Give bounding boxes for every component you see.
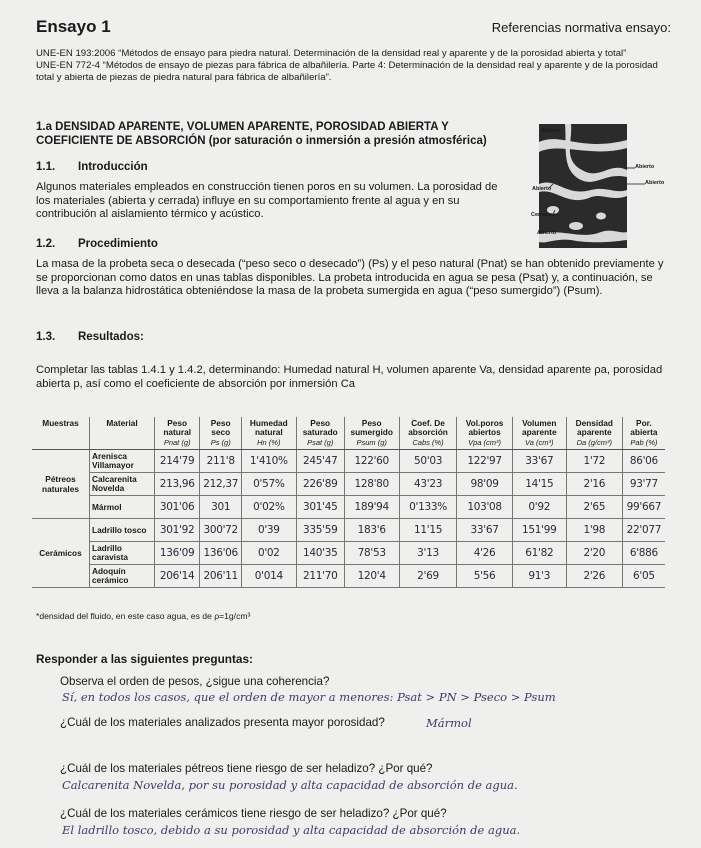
col-header: Peso saturado Psat (g) (296, 417, 344, 450)
value-cell: 98'09 (457, 473, 512, 496)
value-cell: 86'06 (622, 450, 665, 473)
col-header: Vol.poros abiertos Vpa (cm³) (457, 417, 512, 450)
material-name: Calcarenita Novelda (90, 473, 155, 496)
col-header: Peso sumergido Psum (g) (344, 417, 399, 450)
value-cell: 5'56 (457, 565, 512, 588)
table-row (32, 473, 665, 496)
value-cell: 22'077 (622, 519, 665, 542)
figure-label: Cerrados (531, 212, 556, 218)
question-2: ¿Cuál de los materiales analizados presenta mayor porosidad? (60, 716, 385, 729)
value-cell: 206'11 (200, 565, 242, 588)
value-cell: 91'3 (512, 565, 566, 588)
questions-heading: Responder a las siguientes preguntas: (36, 652, 253, 666)
results-table (32, 417, 665, 588)
col-header: Coef. De absorción Cabs (%) (399, 417, 457, 450)
value-cell: 1'72 (566, 450, 622, 473)
table-row (32, 519, 665, 542)
col-header: Humedad natural Hn (%) (242, 417, 297, 450)
value-cell: 140'35 (296, 542, 344, 565)
value-cell: 136'09 (155, 542, 200, 565)
value-cell: 301'06 (155, 496, 200, 519)
figure-label: Abierto (645, 180, 665, 186)
question-1: Observa el orden de pesos, ¿sigue una coherencia? (60, 675, 330, 688)
value-cell: 93'77 (622, 473, 665, 496)
subsection-1-1 (36, 161, 148, 173)
value-cell: 226'89 (296, 473, 344, 496)
value-cell: 6'05 (622, 565, 665, 588)
table-row (32, 496, 665, 519)
table-row (32, 542, 665, 565)
table-header-row (32, 417, 665, 450)
value-cell: 103'08 (457, 496, 512, 519)
value-cell: 206'14 (155, 565, 200, 588)
value-cell: 43'23 (399, 473, 457, 496)
value-cell: 335'59 (296, 519, 344, 542)
material-name: Ladrillo caravista (90, 542, 155, 565)
col-header: Material (90, 417, 155, 450)
group-label: Cerámicos (32, 519, 90, 588)
value-cell: 2'20 (566, 542, 622, 565)
value-cell: 183'6 (344, 519, 399, 542)
value-cell: 128'80 (344, 473, 399, 496)
value-cell: 211'70 (296, 565, 344, 588)
figure-label: Abierto (532, 186, 552, 192)
value-cell: 300'72 (200, 519, 242, 542)
col-header: Muestras (32, 417, 90, 450)
value-cell: 245'47 (296, 450, 344, 473)
answer-1: Sí, en todos los casos, que el orden de mayor a menores: Psat > PN > Pseco > Psum (62, 690, 556, 704)
refs-label: Referencias normativa ensayo: (491, 20, 671, 35)
value-cell: 6'886 (622, 542, 665, 565)
col-header: Peso seco Ps (g) (200, 417, 242, 450)
material-name: Mármol (90, 496, 155, 519)
answer-3: Calcarenita Novelda, por su porosidad y alta capacidad de absorción de agua. (62, 778, 518, 792)
subsection-1-3 (36, 331, 144, 343)
value-cell: 33'67 (457, 519, 512, 542)
value-cell: 1'98 (566, 519, 622, 542)
value-cell: 1'410% (242, 450, 297, 473)
subsection-title: Resultados: (78, 331, 144, 343)
table-row (32, 450, 665, 473)
subsection-title: Procedimiento (78, 238, 158, 250)
col-header: Volumen aparente Va (cm³) (512, 417, 566, 450)
value-cell: 2'26 (566, 565, 622, 588)
value-cell: 0'02% (242, 496, 297, 519)
material-name: Ladrillo tosco (90, 519, 155, 542)
value-cell: 33'67 (512, 450, 566, 473)
value-cell: 122'60 (344, 450, 399, 473)
value-cell: 0'92 (512, 496, 566, 519)
value-cell: 50'03 (399, 450, 457, 473)
norm-ref: UNE-EN 193:2006 “Métodos de ensayo para piedra natural. Determinación de la densidad real y aparente y de la porosidad abierta y total” (36, 48, 627, 59)
value-cell: 214'79 (155, 450, 200, 473)
value-cell: 78'53 (344, 542, 399, 565)
value-cell: 14'15 (512, 473, 566, 496)
value-cell: 4'26 (457, 542, 512, 565)
col-header: Por. abierta Pab (%) (622, 417, 665, 450)
norm-ref: UNE-EN 772-4 “Métodos de ensayo de piezas para fábrica de albañilería. Parte 4: Determinación de la densidad real y aparente y de la porosidad total y abierta de piezas de piedra natural para fábrica de albañilería”. (36, 60, 658, 84)
figure-label: Abierto (541, 128, 561, 134)
value-cell: 136'06 (200, 542, 242, 565)
value-cell: 122'97 (457, 450, 512, 473)
subsection-number: 1.2. (36, 238, 56, 250)
value-cell: 211'8 (200, 450, 242, 473)
table-footnote: *densidad del fluido, en este caso agua, es de ρ=1g/cm³ (36, 611, 251, 621)
value-cell: 301 (200, 496, 242, 519)
value-cell: 151'99 (512, 519, 566, 542)
norms-block (36, 48, 666, 85)
value-cell: 2'16 (566, 473, 622, 496)
figure-label: Abierto (537, 230, 557, 236)
value-cell: 212,37 (200, 473, 242, 496)
figure-label: Abierto (635, 164, 655, 170)
value-cell: 2'65 (566, 496, 622, 519)
subsection-number: 1.3. (36, 331, 56, 343)
procedure-paragraph: La masa de la probeta seca o desecada (“peso seco o desecado”) (Ps) y el peso natural (Pnat) se han obtenido previamente y se proporcionan como datos en unas tablas disponibles. La probeta introducida en agua se pesa (Psat) y, a continuación, se lleva a la balanza hidrostática obteniéndose la masa de la probeta sumergida en agua (“peso sumergido”) (Psum). (36, 258, 664, 298)
value-cell: 3'13 (399, 542, 457, 565)
value-cell: 213,96 (155, 473, 200, 496)
value-cell: 301'45 (296, 496, 344, 519)
value-cell: 11'15 (399, 519, 457, 542)
value-cell: 99'667 (622, 496, 665, 519)
value-cell: 301'92 (155, 519, 200, 542)
value-cell: 120'4 (344, 565, 399, 588)
col-header: Densidad aparente Da (g/cm³) (566, 417, 622, 450)
value-cell: 0'02 (242, 542, 297, 565)
value-cell: 61'82 (512, 542, 566, 565)
question-3: ¿Cuál de los materiales pétreos tiene riesgo de ser heladizo? ¿Por qué? (60, 762, 433, 775)
results-paragraph: Completar las tablas 1.4.1 y 1.4.2, determinando: Humedad natural H, volumen aparente Va, densidad aparente ρa, porosidad abierta p, así como el coeficiente de absorción por inmersión Ca (36, 364, 663, 390)
col-header: Peso natural Pnat (g) (155, 417, 200, 450)
subsection-number: 1.1. (36, 161, 56, 173)
page-title: Ensayo 1 (36, 17, 111, 36)
value-cell: 0'39 (242, 519, 297, 542)
value-cell: 189'94 (344, 496, 399, 519)
table-row (32, 565, 665, 588)
value-cell: 0'57% (242, 473, 297, 496)
group-label: Pétreos naturales (32, 450, 90, 519)
section-heading: 1.a DENSIDAD APARENTE, VOLUMEN APARENTE, POROSIDAD ABIERTA Y COEFICIENTE DE ABSORCIÓN (por saturación o inmersión a presión atmosférica) (36, 121, 487, 147)
value-cell: 0'014 (242, 565, 297, 588)
answer-4: El ladrillo tosco, debido a su porosidad y alta capacidad de absorción de agua. (62, 823, 521, 837)
subsection-title: Introducción (78, 161, 148, 173)
pore-diagram (531, 122, 664, 250)
answer-2: Mármol (426, 716, 472, 730)
value-cell: 2'69 (399, 565, 457, 588)
question-4: ¿Cuál de los materiales cerámicos tiene riesgo de ser heladizo? ¿Por qué? (60, 807, 447, 820)
intro-paragraph: Algunos materiales empleados en construcción tienen poros en su volumen. La porosidad de los materiales (abierta y cerrada) influye en su comportamiento frente al agua y en su contribución al aislamiento térmico y acústico. (36, 181, 498, 221)
subsection-1-2 (36, 238, 158, 250)
material-name: Adoquín cerámico (90, 565, 155, 588)
material-name: Arenisca Villamayor (90, 450, 155, 473)
value-cell: 0'133% (399, 496, 457, 519)
